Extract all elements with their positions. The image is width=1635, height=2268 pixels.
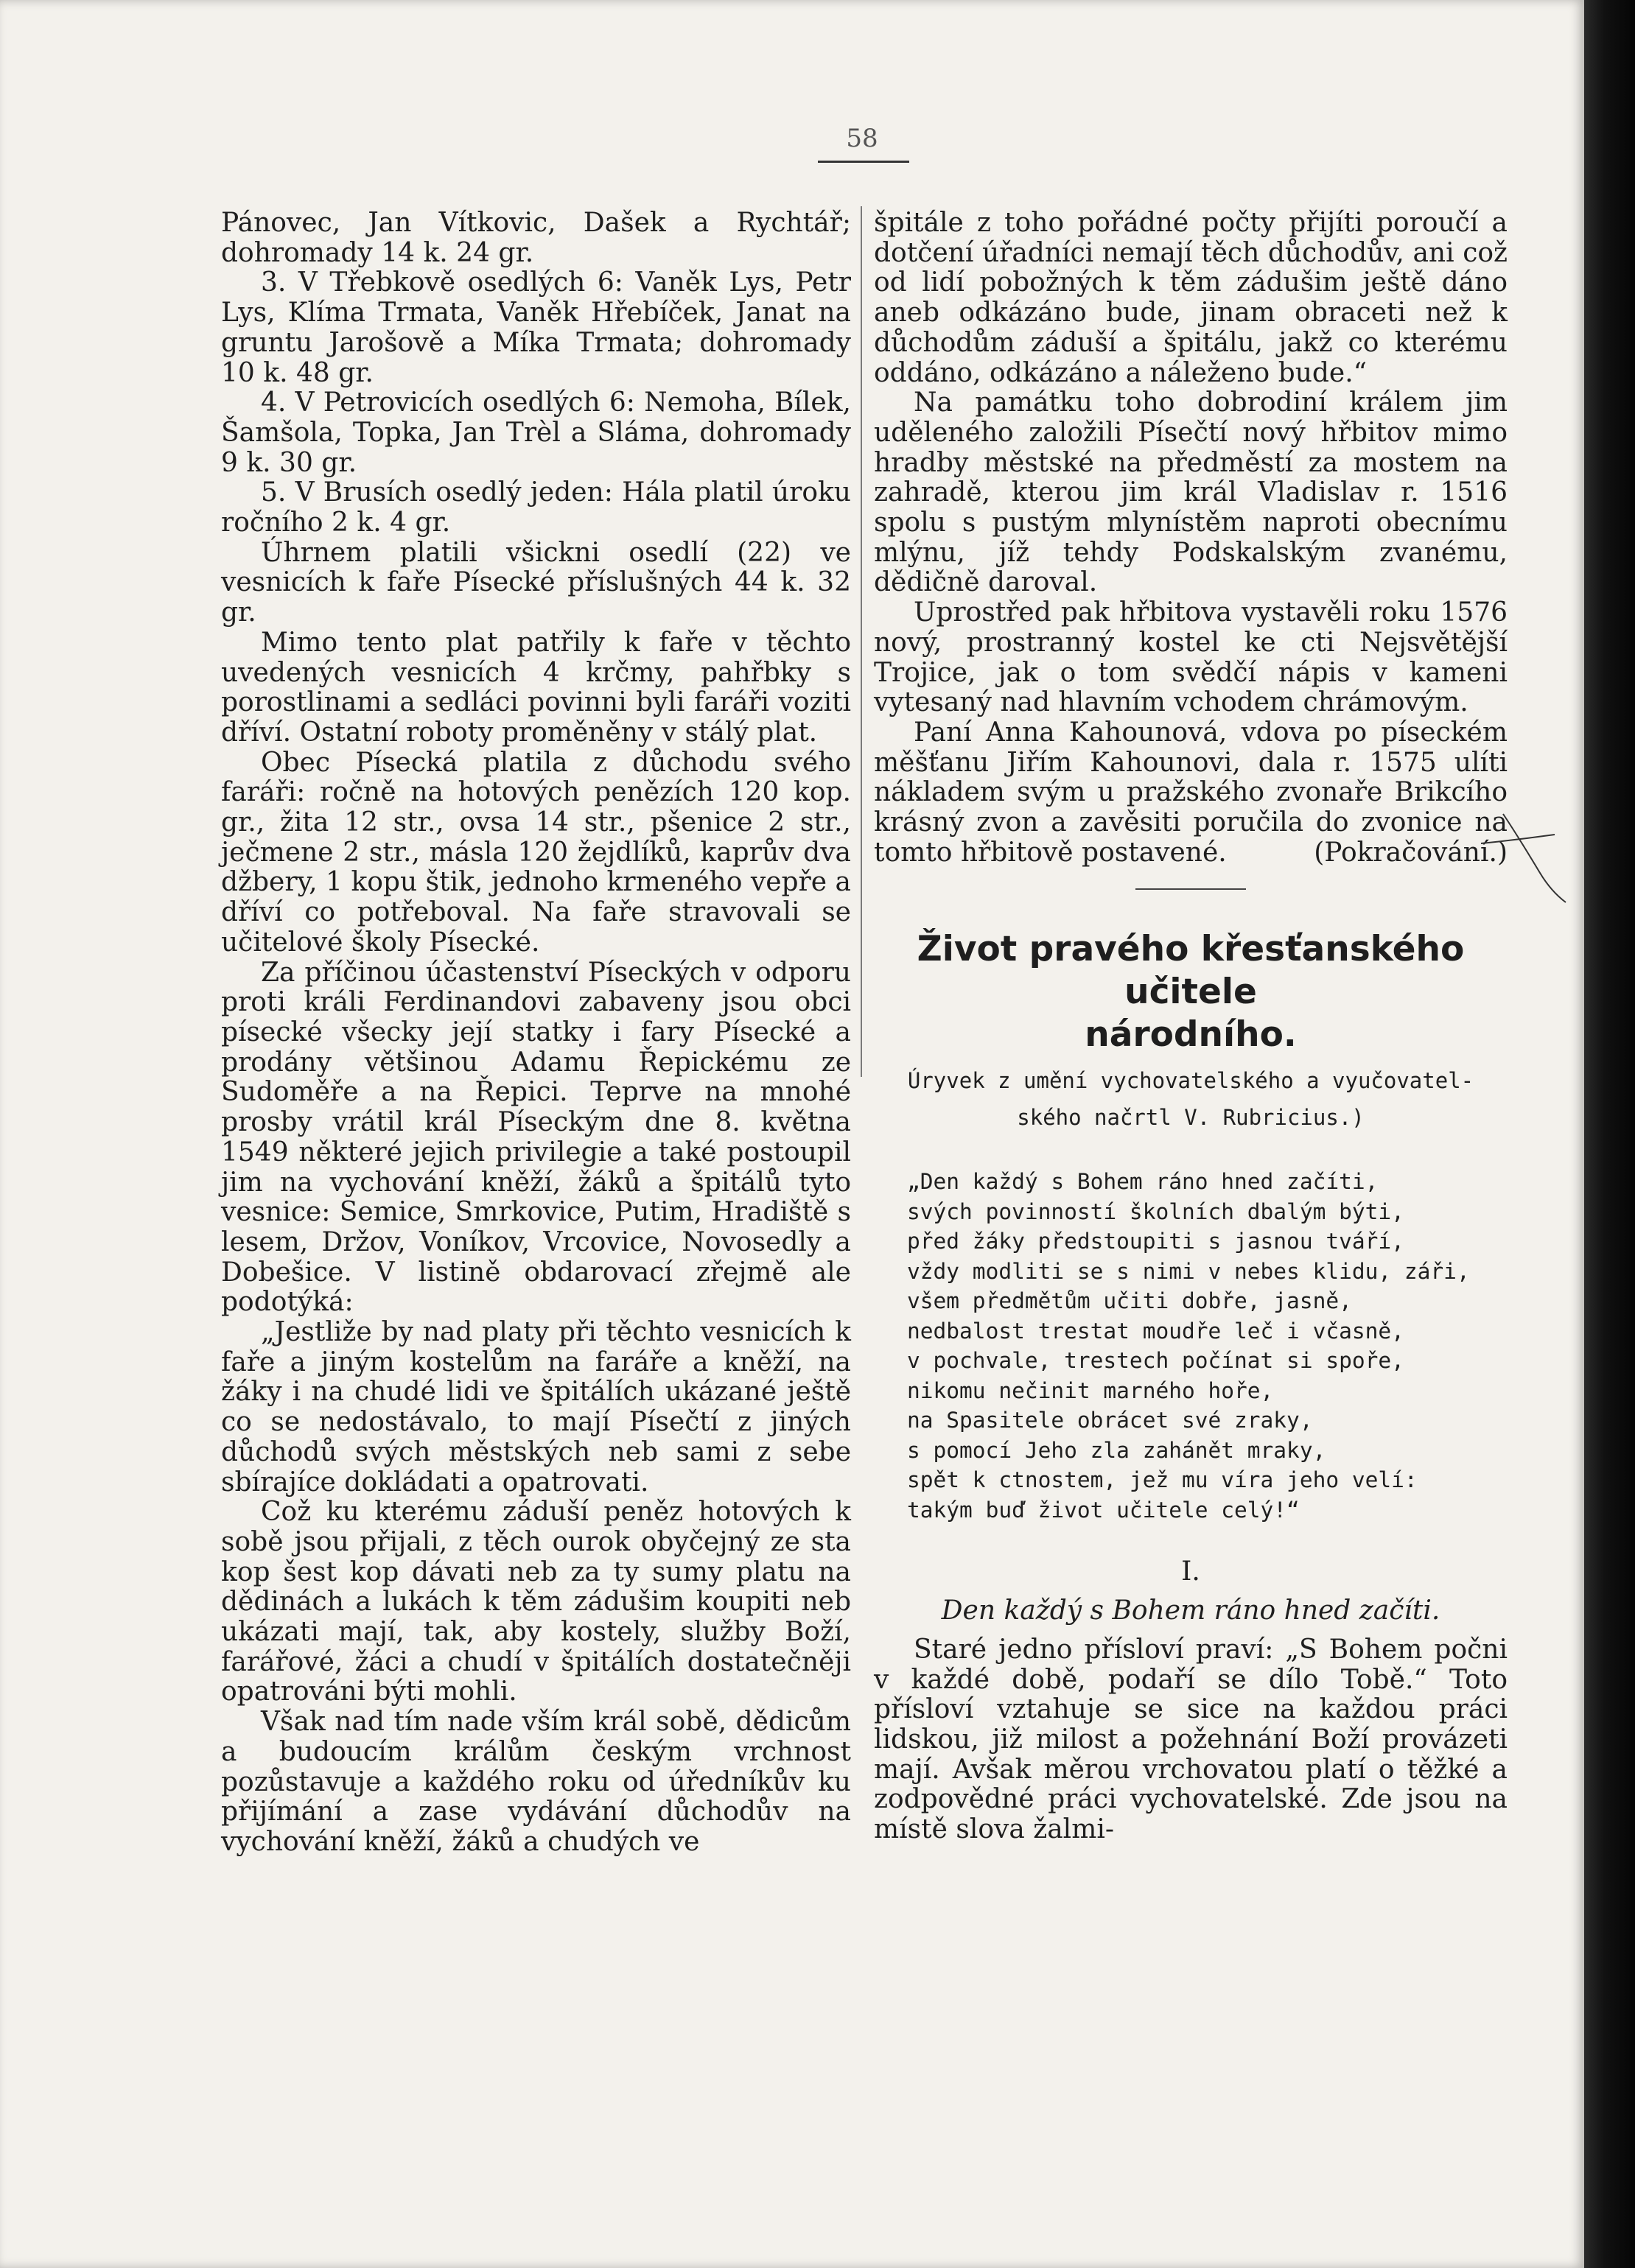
paragraph: Staré jedno přísloví praví: „S Bohem počni v každé době, podaří se dílo Tobě.“ Toto přísloví vztahuje se sice na každou práci lidskou, již milost a požehnání Boží provázeti mají. Avšak měrou vrchovatou platí o těžké a zodpovědné práci vychovatelské. Zde jsou na místě slova žalmi-: [874, 1634, 1508, 1845]
paragraph: Za příčinou účastenství Píseckých v odporu proti králi Ferdinandovi zabaveny jsou obci písecké všecky její statky i fary Písecké a prodány většinou Adamu Řepickému ze Sudoměře a na Řepici. Teprve na mnohé prosby vrátil král Píseckým dne 8. května 1549 některé jejich privilegie a také postoupil jim na vychování kněží, žáků a špitálů tyto vesnice: Semice, Smrkovice, Putim, Hradiště s lesem, Držov, Voníkov, Vrcovice, Novosedly a Dobešice. V listině obdarovací zřejmě ale podotýká:: [221, 957, 851, 1318]
paragraph: 3. V Třebkově osedlých 6: Vaněk Lys, Petr Lys, Klíma Trmata, Vaněk Hřebíček, Janat na gruntu Jarošově a Míka Trmata; dohromady 10 k. 48 gr.: [221, 267, 851, 388]
article-subtitle-line: Úryvek z umění vychovatelského a vyučovatel-: [907, 1068, 1474, 1094]
paragraph-text: Paní Anna Kahounová, vdova po píseckém měšťanu Jiřím Kahounovi, dala r. 1575 ulíti nákladem svým u pražského zvonaře Brikcího krásný zvon a zavěsiti poručila do zvonice na tomto hřbitově postavené.: [874, 717, 1508, 868]
article-title-line: Život pravého křesťanského učitele: [917, 929, 1465, 1013]
paragraph: „Jestliže by nad platy při těchto vesnicích k faře a jiným kostelům na faráře a kněží, na žáky i na chudé lidi ve špitálích ukázané ještě co se nedostávalo, to mají Písečtí z jiných důchodů svých městských neb sami z sebe sbírajíce dokládati a opatrovati.: [221, 1317, 851, 1498]
poem-line: na Spasitele obrácet své zraky,: [907, 1408, 1313, 1433]
poem-line: před žáky předstoupiti s jasnou tváří,: [907, 1229, 1404, 1254]
poem-line: svých povinností školních dbalým býti,: [907, 1198, 1404, 1224]
poem-line: spět k ctnostem, jež mu víra jeho velí:: [907, 1467, 1418, 1493]
page-number-rule: [818, 161, 909, 163]
poem-line: takým buď život učitele celý!“: [907, 1497, 1300, 1523]
section-number: I.: [1181, 1556, 1200, 1587]
poem-line: nedbalost trestat moudře leč i včasně,: [907, 1318, 1404, 1344]
section-separator: [1135, 888, 1246, 890]
right-column: [874, 208, 1508, 1845]
column-divider: [861, 206, 862, 1077]
poem-line: všem předmětům učiti dobře, jasně,: [907, 1288, 1352, 1314]
poem-line: s pomocí Jeho zla zahánět mraky,: [907, 1437, 1326, 1463]
poem: [907, 1167, 1508, 1525]
article-subtitle-line: ského načrtl V. Rubricius.): [1017, 1105, 1365, 1131]
paragraph: Úhrnem platili všickni osedlí (22) ve vesnicích k faře Písecké příslušných 44 k. 32 gr.: [221, 537, 851, 628]
paragraph: špitále z toho pořádné počty přijíti poroučí a dotčení úřadníci nemají těch důchodův, ani což od lidí pobožných k těm zádušim ještě dáno aneb odkázáno bude, jinam obraceti než k důchodům záduší a špitálu, jakž co kterému oddáno, odkázáno a náleženo bude.“: [874, 208, 1508, 388]
poem-line: vždy modliti se s nimi v nebes klidu, záři,: [907, 1258, 1470, 1284]
paragraph: [874, 718, 1508, 868]
paragraph: Však nad tím nade vším král sobě, dědicům a budoucím králům českým vrchnost pozůstavuje a každého roku od úředníkův ku přijímání a zase vydávání důchodův na vychování kněží, žáků a chudých ve: [221, 1707, 851, 1857]
continuation-note: (Pokračování.): [1314, 837, 1508, 868]
paragraph: Pánovec, Jan Vítkovic, Dašek a Rychtář; dohromady 14 k. 24 gr.: [221, 208, 851, 268]
paragraph: 4. V Petrovicích osedlých 6: Nemoha, Bílek, Šamšola, Topka, Jan Trèl a Sláma, dohromady 9 k. 30 gr.: [221, 387, 851, 478]
article-subtitle: [874, 1062, 1508, 1136]
left-column: [221, 208, 851, 1858]
poem-line: v pochvale, trestech počínat si spoře,: [907, 1348, 1404, 1374]
paragraph: Obec Písecká platila z důchodu svého faráři: ročně na hotových penězích 120 kop. gr., žita 12 str., ovsa 14 str., pšenice 2 str., ječmene 2 str., másla 120 žejdlíků, kaprův dva džbery, 1 kopu štik, jednoho krmeného vepře a dříví co potřeboval. Na faře stravovali se učitelové školy Písecké.: [221, 747, 851, 958]
poem-line: „Den každý s Bohem ráno hned začíti,: [907, 1169, 1379, 1195]
poem-line: nikomu nečinit marného hoře,: [907, 1377, 1274, 1403]
paragraph: Mimo tento plat patřily k faře v těchto uvedených vesnicích 4 krčmy, pahřbky s porostlinami a sedláci povinni byli faráři voziti dříví. Ostatní roboty proměněny v stálý plat.: [221, 627, 851, 748]
scan-edge: [1584, 0, 1635, 2268]
paragraph: Uprostřed pak hřbitova vystavěli roku 1576 nový, prostranný kostel ke cti Nejsvětější Trojice, jak o tom svědčí nápis v kameni vytesaný nad hlavním vchodem chrámovým.: [874, 597, 1508, 718]
paragraph: 5. V Brusích osedlý jeden: Hála platil úroku ročního 2 k. 4 gr.: [221, 477, 851, 538]
page-number: 58: [846, 124, 878, 153]
article-title: [874, 928, 1508, 1056]
paragraph: Což ku kterému záduší peněz hotových k sobě jsou přijali, z těch ourok obyčejný ze sta kop šest kop dávati neb za ty sumy platu na dědinách a lukách k těm zádušim koupiti neb ukázati mají, tak, aby kostely, služby Boží, farářové, žáci a chudí v špitálích dostatečněji opatrováni býti mohli.: [221, 1497, 851, 1707]
paragraph: Na památku toho dobrodiní králem jim uděleného založili Písečtí nový hřbitov mimo hradby městské na předměstí za mostem na zahradě, kterou jim král Vladislav r. 1516 spolu s pustým mlynístěm naproti obecnímu mlýnu, jíž tehdy Podskalským zvanému, dědičně daroval.: [874, 387, 1508, 598]
section-heading: Den každý s Bohem ráno hned začíti.: [941, 1595, 1440, 1626]
article-title-line: národního.: [1085, 1014, 1297, 1056]
